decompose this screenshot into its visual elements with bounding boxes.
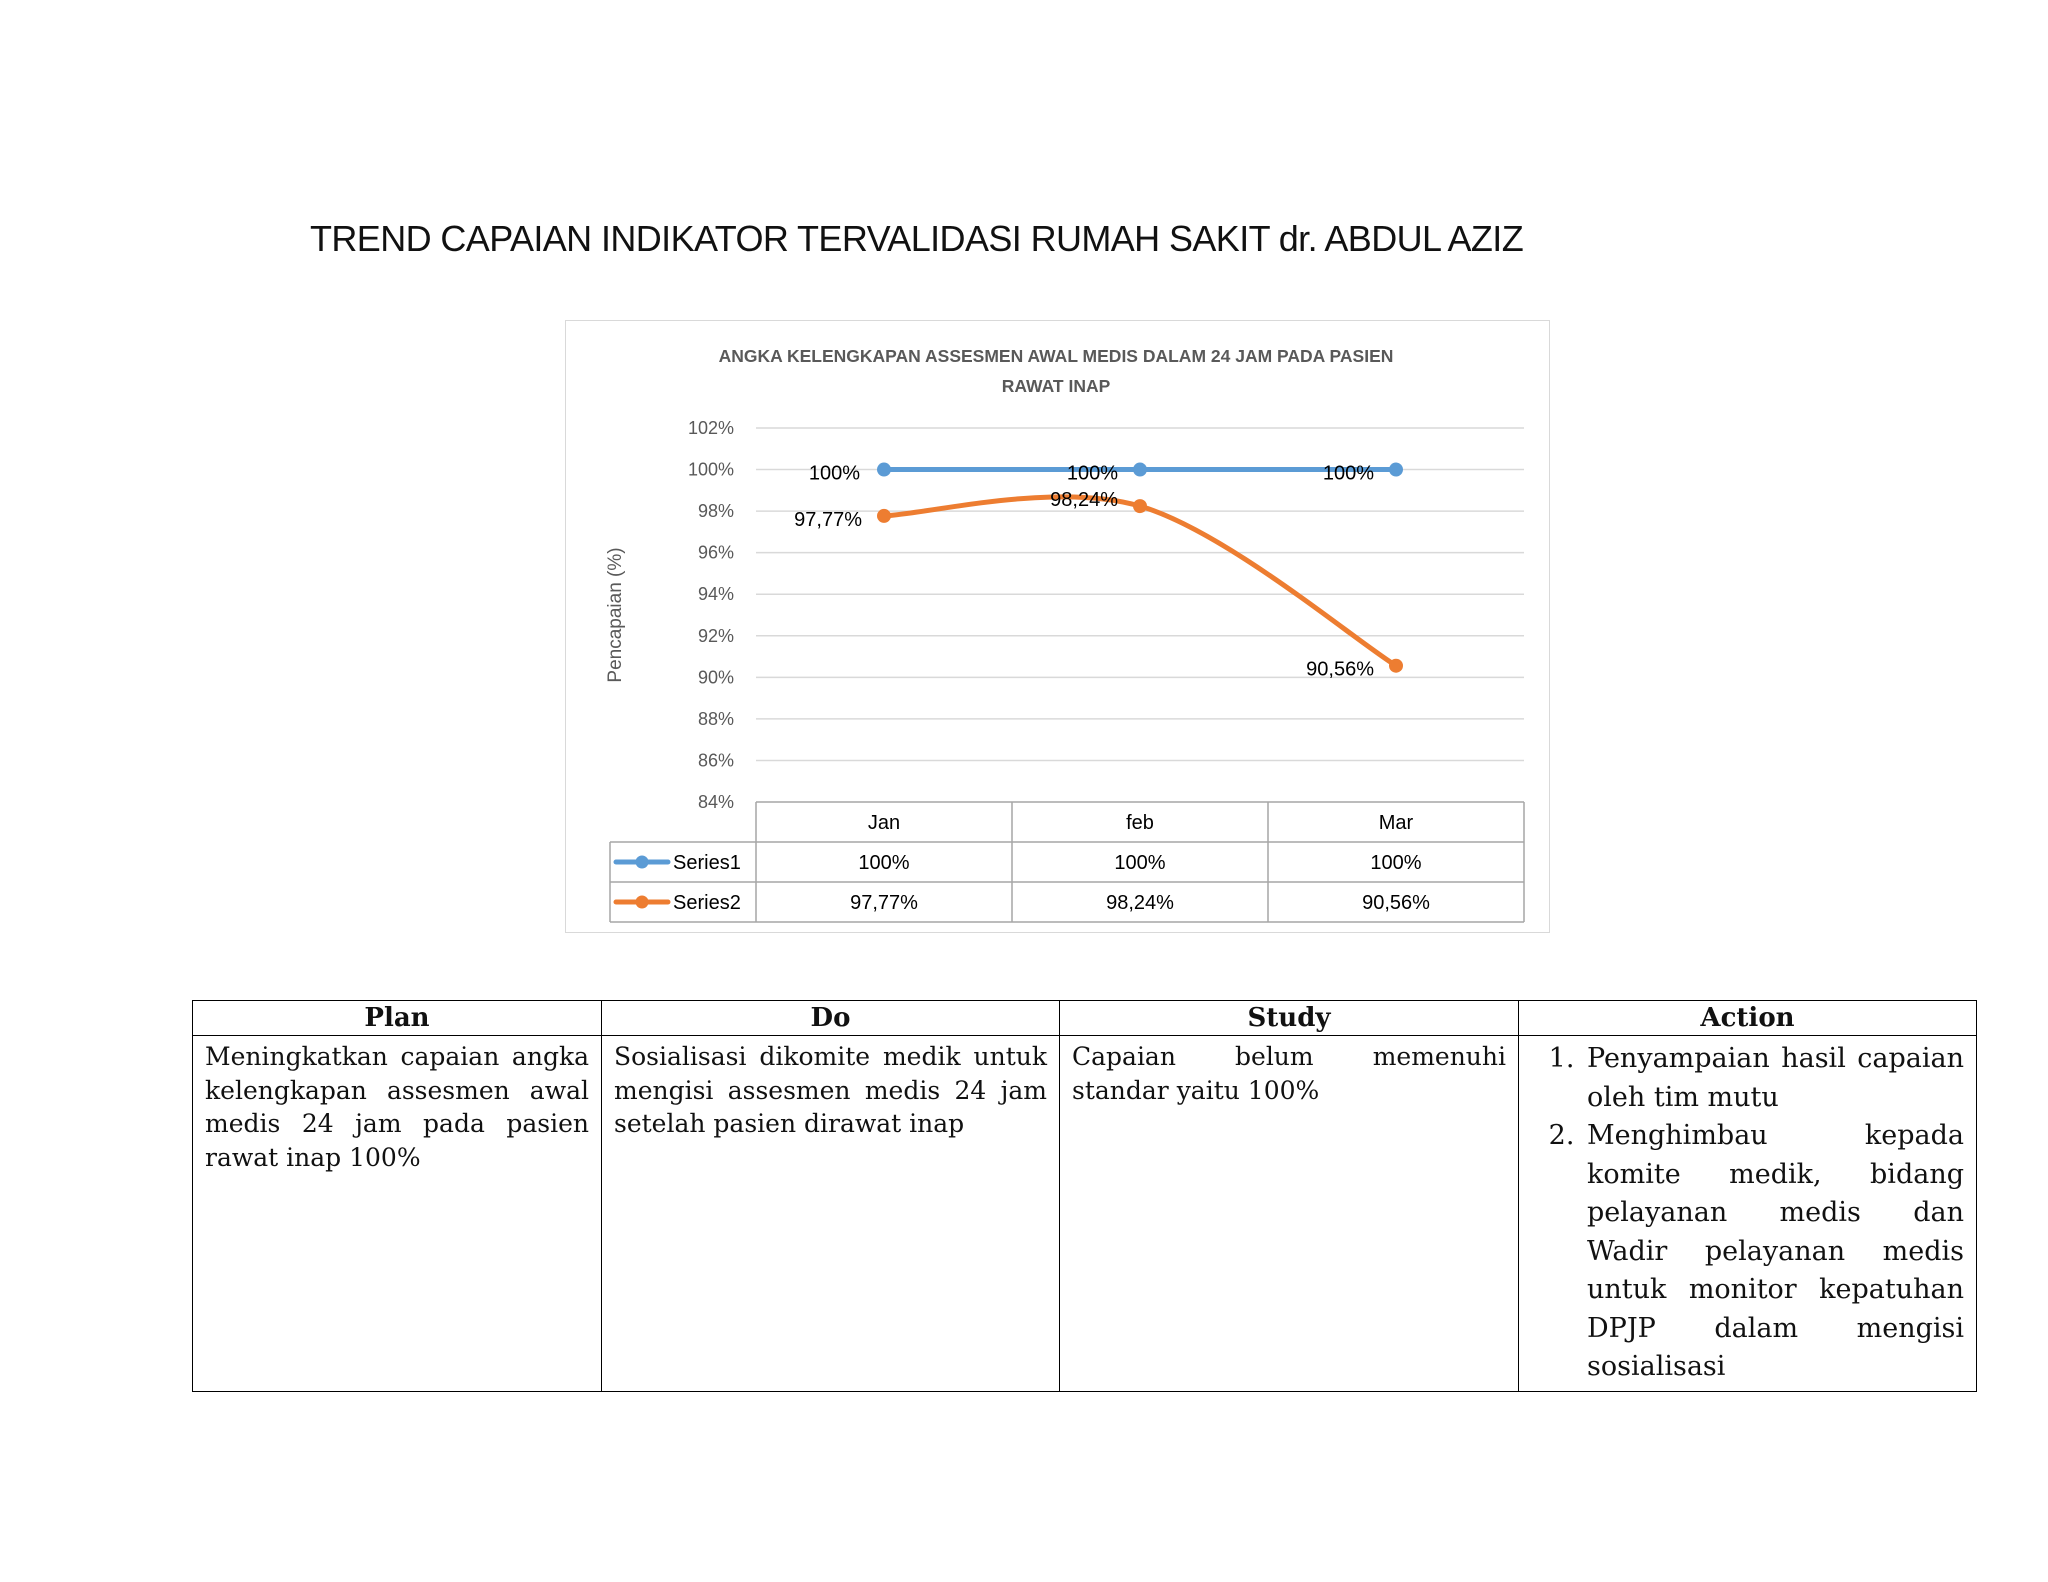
x-category-label: Mar	[1378, 812, 1414, 834]
table-value: 100%	[1114, 852, 1166, 874]
table-value: 100%	[858, 852, 910, 874]
table-value: 90,56%	[1362, 892, 1430, 914]
action-header: Action	[1519, 1001, 1977, 1036]
chart-container	[565, 320, 1550, 933]
x-category-label: feb	[1126, 812, 1154, 834]
data-point	[877, 463, 891, 477]
y-tick-label: 92%	[697, 625, 734, 646]
data-point	[1389, 659, 1403, 673]
chart-title-line-2: RAWAT INAP	[1001, 376, 1111, 396]
do-header: Do	[602, 1001, 1060, 1036]
table-value: 98,24%	[1106, 892, 1174, 914]
table-row	[193, 1036, 1977, 1392]
line-chart	[566, 321, 1551, 934]
pdsa-table	[192, 1000, 1977, 1392]
chart-title-line-1: ANGKA KELENGKAPAN ASSESMEN AWAL MEDIS DALAM 24 JAM PADA PASIEN	[718, 346, 1394, 366]
data-point	[1133, 499, 1147, 513]
action-cell	[1519, 1036, 1977, 1392]
y-tick-label: 94%	[697, 584, 734, 605]
action-item-2: 2. Menghimbau kepada komite medik, bidang pelayanan medis dan Wadir pelayanan medis untuk monitor kepatuhan DPJP dalam mengisi sosialisasi	[1583, 1117, 1964, 1387]
study-header: Study	[1060, 1001, 1519, 1036]
study-cell: Capaian belum memenuhi standar yaitu 100%	[1060, 1036, 1519, 1392]
y-tick-label: 98%	[697, 501, 734, 522]
do-cell: Sosialisasi dikomite medik untuk mengisi assesmen medis 24 jam setelah pasien dirawat inap	[602, 1036, 1060, 1392]
plan-cell: Meningkatkan capaian angka kelengkapan assesmen awal medis 24 jam pada pasien rawat inap 100%	[193, 1036, 602, 1392]
data-label: 100%	[1066, 462, 1118, 485]
data-label: 100%	[808, 462, 860, 485]
y-tick-label: 84%	[697, 792, 734, 812]
legend-label: Series1	[673, 852, 741, 874]
table-header-row	[193, 1001, 1977, 1036]
y-tick-label: 86%	[697, 750, 734, 771]
legend-marker	[636, 856, 649, 869]
data-label: 100%	[1322, 462, 1374, 485]
y-axis-title: Pencapaian (%)	[605, 547, 626, 683]
legend-label: Series2	[673, 892, 741, 914]
x-category-label: Jan	[867, 812, 901, 834]
data-label: 98,24%	[1050, 489, 1118, 512]
page-title: TREND CAPAIAN INDIKATOR TERVALIDASI RUMAH SAKIT dr. ABDUL AZIZ	[310, 218, 1524, 259]
data-point	[1389, 463, 1403, 477]
action-item-1: 1. Penyampaian hasil capaian oleh tim mutu	[1583, 1040, 1964, 1117]
series-line	[884, 497, 1396, 666]
table-value: 100%	[1370, 852, 1422, 874]
data-label: 90,56%	[1306, 658, 1374, 681]
table-value: 97,77%	[850, 892, 918, 914]
y-tick-label: 88%	[697, 708, 734, 729]
y-tick-label: 96%	[697, 542, 734, 563]
action-list	[1531, 1040, 1964, 1387]
data-point	[877, 509, 891, 523]
legend-marker	[636, 896, 649, 909]
plan-header: Plan	[193, 1001, 602, 1036]
data-point	[1133, 463, 1147, 477]
data-label: 97,77%	[794, 508, 862, 531]
y-tick-label: 102%	[687, 418, 734, 438]
y-tick-label: 100%	[687, 459, 734, 480]
y-tick-label: 90%	[697, 667, 734, 688]
